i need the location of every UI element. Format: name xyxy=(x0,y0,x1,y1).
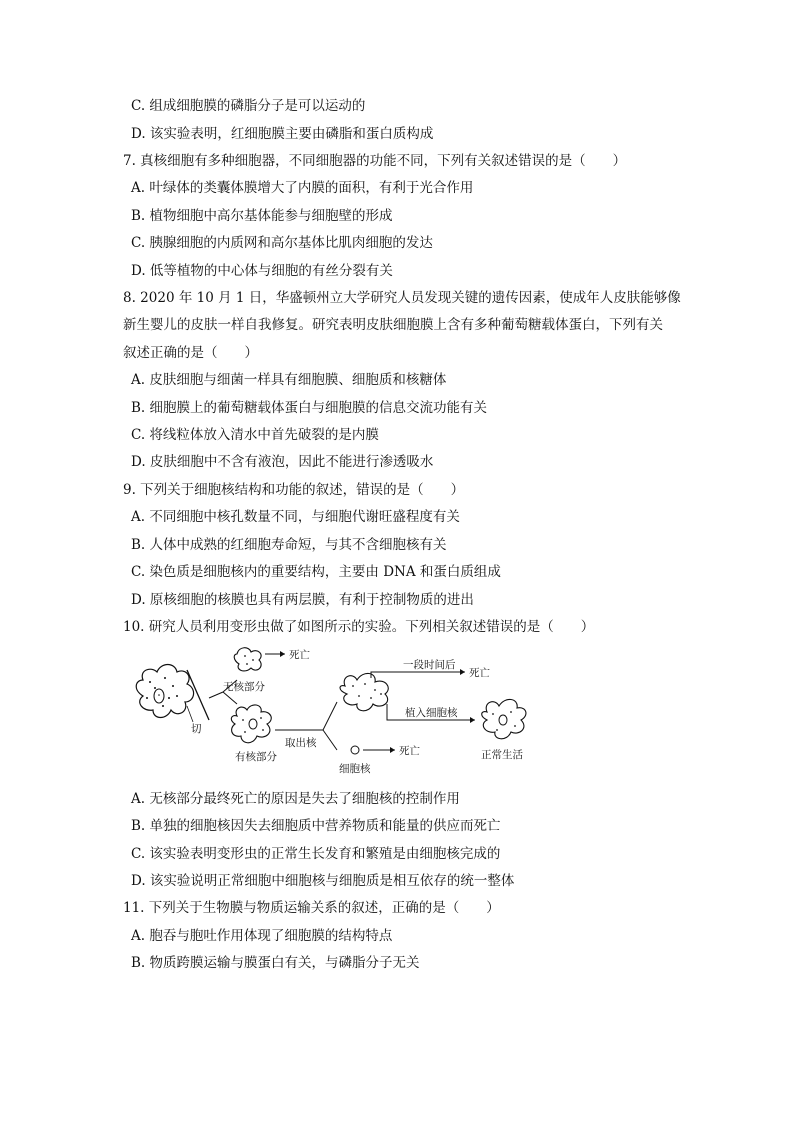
amoeba-whole xyxy=(136,665,193,718)
cytoplasm-dots xyxy=(146,677,178,707)
q10-option-b: B. 单独的细胞核因失去细胞质中营养物质和能量的供应而死亡 xyxy=(131,818,501,834)
enucleated-amoeba xyxy=(340,673,388,710)
q9-option-c: C. 染色质是细胞核内的重要结构，主要由 DNA 和蛋白质组成 xyxy=(131,564,501,580)
death-label-2: 死亡 xyxy=(469,667,490,679)
q10-option-c: C. 该实验表明变形虫的正常生长发育和繁殖是由细胞核完成的 xyxy=(131,846,501,862)
q9-option-b: B. 人体中成熟的红细胞寿命短，与其不含细胞核有关 xyxy=(131,537,447,553)
question-7: 7. 真核细胞有多种细胞器，不同细胞器的功能不同，下列有关叙述错误的是（ ） xyxy=(123,153,627,169)
q7-option-c: C. 胰腺细胞的内质网和高尔基体比肌肉细胞的发达 xyxy=(131,235,433,251)
death-label-1: 死亡 xyxy=(289,649,310,661)
q9-option-a: A. 不同细胞中核孔数量不同，与细胞代谢旺盛程度有关 xyxy=(131,509,460,525)
normal-life-label: 正常生活 xyxy=(481,749,523,761)
q7-option-d: D. 低等植物的中心体与细胞的有丝分裂有关 xyxy=(131,263,393,279)
no-nucleus-label: 无核部分 xyxy=(223,681,265,693)
q8-option-a: A. 皮肤细胞与细菌一样具有细胞膜、细胞质和核糖体 xyxy=(131,372,447,388)
q10-option-a: A. 无核部分最终死亡的原因是失去了细胞核的控制作用 xyxy=(131,791,460,807)
q11-option-a: A. 胞吞与胞吐作用体现了细胞膜的结构特点 xyxy=(131,928,393,944)
nucleus-label: 细胞核 xyxy=(339,763,371,775)
nucleus-fragment xyxy=(231,705,271,743)
q7-option-a: A. 叶绿体的类囊体膜增大了内膜的面积，有利于光合作用 xyxy=(131,180,474,196)
remove-nucleus-label: 取出核 xyxy=(285,737,317,749)
isolated-nucleus xyxy=(351,746,359,754)
option-7-prev-c: C. 组成细胞膜的磷脂分子是可以运动的 xyxy=(131,98,366,114)
q8-option-d: D. 皮肤细胞中不含有液泡，因此不能进行渗透吸水 xyxy=(131,454,434,470)
cut-line xyxy=(187,670,209,720)
implant-nucleus-label: 植入细胞核 xyxy=(405,707,458,719)
question-8-line-2: 新生婴儿的皮肤一样自我修复。研究表明皮肤细胞膜上含有多种葡萄糖载体蛋白，下列有关 xyxy=(123,317,663,333)
normal-amoeba xyxy=(482,699,526,738)
death-label-3: 死亡 xyxy=(399,745,420,757)
amoeba-experiment-figure xyxy=(125,640,535,790)
no-nucleus-fragment xyxy=(234,648,261,671)
question-8-line-1: 8. 2020 年 10 月 1 日，华盛顿州立大学研究人员发现关键的遗传因素，使成年人皮肤能够像 xyxy=(123,290,681,306)
after-time-label: 一段时间后 xyxy=(403,659,456,671)
q9-option-d: D. 原核细胞的核膜也具有两层膜，有利于控制物质的进出 xyxy=(131,592,474,608)
cut-label: 切 xyxy=(191,723,202,735)
q8-option-c: C. 将线粒体放入清水中首先破裂的是内膜 xyxy=(131,427,379,443)
amoeba-whole-nucleus xyxy=(154,689,164,703)
q11-option-b: B. 物质跨膜运输与膜蛋白有关，与磷脂分子无关 xyxy=(131,955,420,971)
question-10: 10. 研究人员利用变形虫做了如图所示的实验。下列相关叙述错误的是（ ） xyxy=(123,619,595,635)
question-8-line-3: 叙述正确的是（ ） xyxy=(123,345,258,361)
question-11: 11. 下列关于生物膜与物质运输关系的叙述，正确的是（ ） xyxy=(123,900,500,916)
q8-option-b: B. 细胞膜上的葡萄糖载体蛋白与细胞膜的信息交流功能有关 xyxy=(131,400,488,416)
question-9: 9. 下列关于细胞核结构和功能的叙述，错误的是（ ） xyxy=(123,482,465,498)
q7-option-b: B. 植物细胞中高尔基体能参与细胞壁的形成 xyxy=(131,208,393,224)
nucleus-part-label: 有核部分 xyxy=(235,751,277,763)
option-7-prev-d: D. 该实验表明，红细胞膜主要由磷脂和蛋白质构成 xyxy=(131,126,434,142)
q10-option-d: D. 该实验说明正常细胞中细胞核与细胞质是相互依存的统一整体 xyxy=(131,873,515,889)
